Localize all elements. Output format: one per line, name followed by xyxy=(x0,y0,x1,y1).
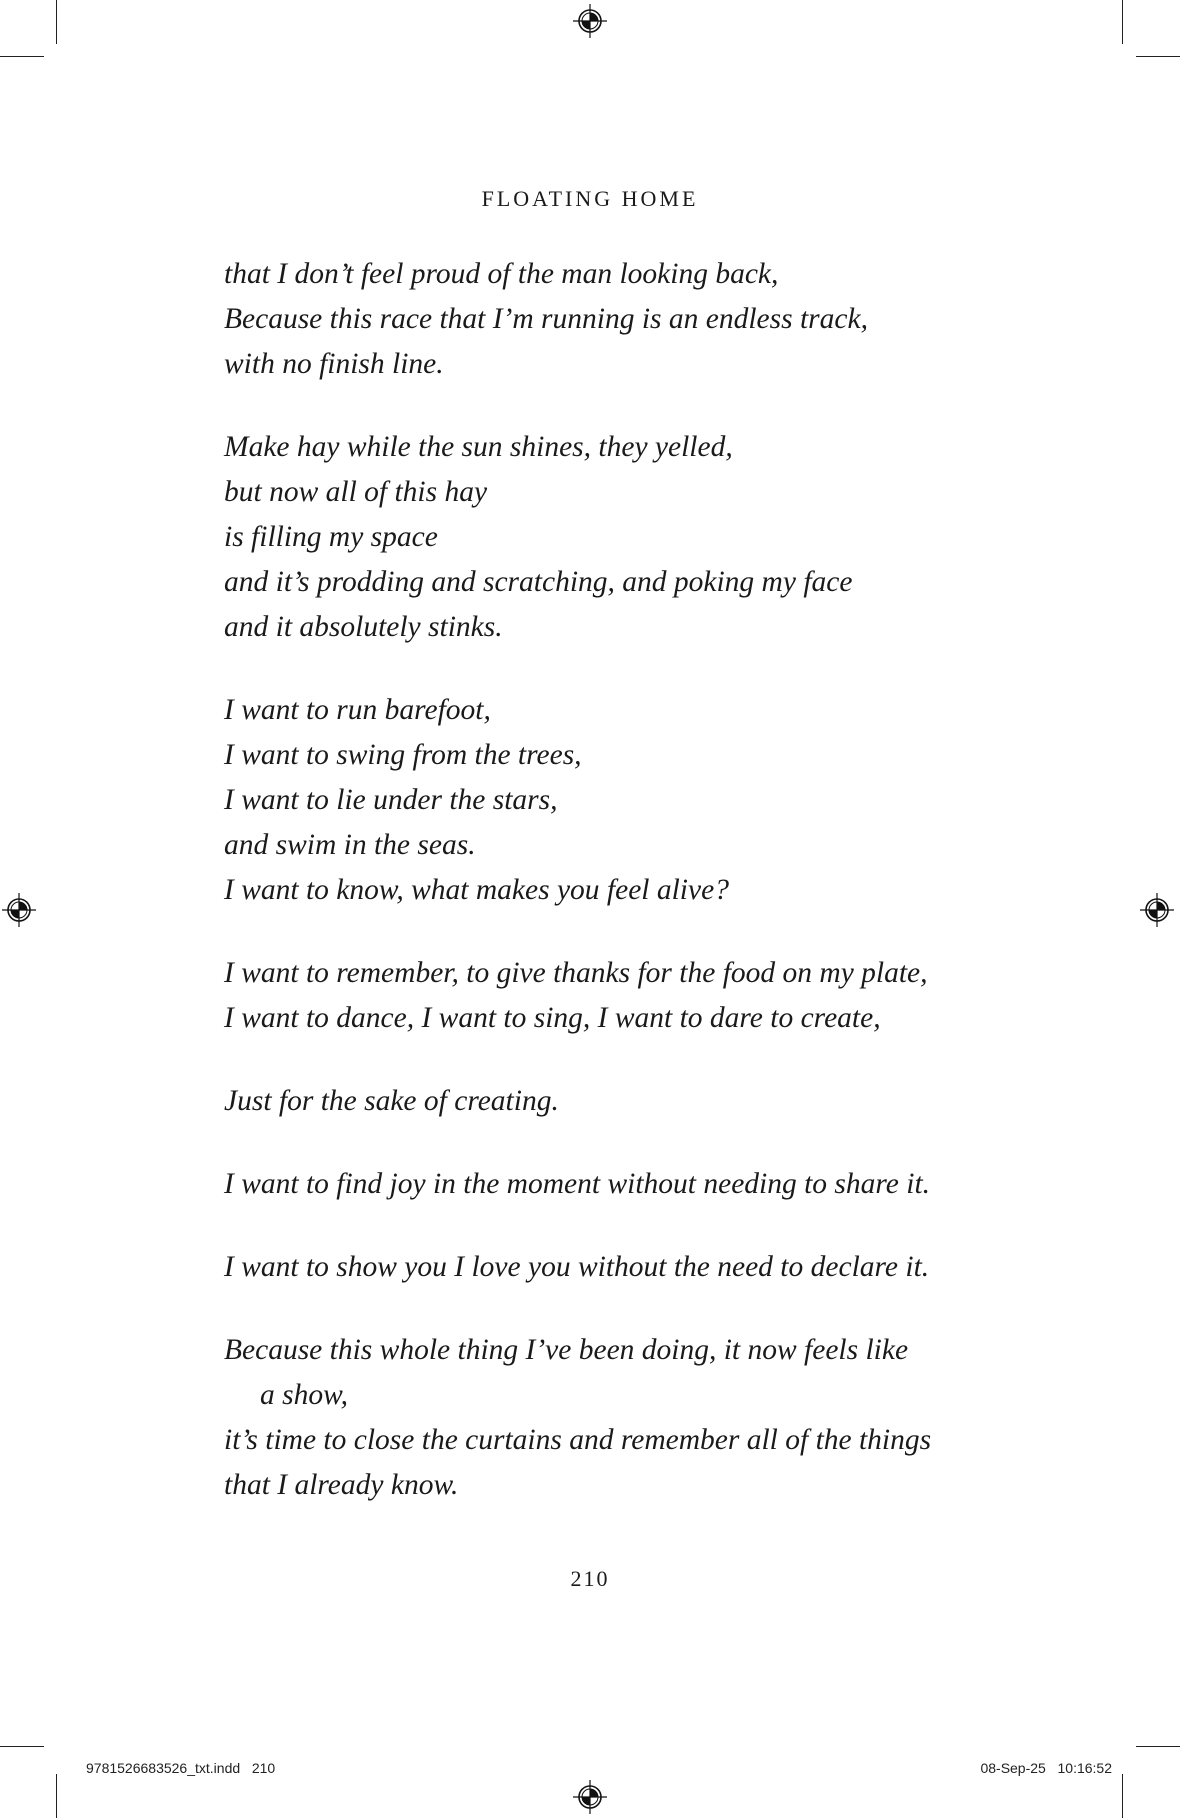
crop-mark-top-left xyxy=(56,0,57,44)
poem-line: that I don’t feel proud of the man looking back, xyxy=(224,258,779,290)
poem-stanza xyxy=(224,951,984,1041)
poem-line: but now all of this hay xyxy=(224,476,488,508)
poem-line: I want to find joy in the moment without needing to share it. xyxy=(224,1168,931,1200)
poem-line: I want to show you I love you without the need to declare it. xyxy=(224,1251,930,1283)
poem-line: I want to swing from the trees, xyxy=(224,739,582,771)
poem-stanza xyxy=(224,688,984,913)
poem-line: a show, xyxy=(260,1379,348,1411)
poem-line: Just for the sake of creating. xyxy=(224,1085,559,1117)
crop-mark-top-left-h xyxy=(0,56,44,57)
crop-mark-top-right xyxy=(1122,0,1123,44)
poem-line: I want to know, what makes you feel alive? xyxy=(224,874,729,906)
poem-line: I want to dance, I want to sing, I want to dare to create, xyxy=(224,1002,881,1034)
poem-stanza xyxy=(224,1328,984,1508)
crop-mark-bottom-right-h xyxy=(1136,1746,1180,1747)
poem-stanza xyxy=(224,252,984,387)
poem-stanza xyxy=(224,425,984,650)
slug-file-info: 9781526683526_txt.indd 210 xyxy=(86,1760,276,1776)
crop-mark-bottom-right xyxy=(1122,1774,1123,1818)
poem-stanza xyxy=(224,1162,984,1207)
poem-line: Because this race that I’m running is an endless track, xyxy=(224,303,868,335)
poem-line: and it’s prodding and scratching, and poking my face xyxy=(224,566,853,598)
poem-stanza xyxy=(224,1245,984,1290)
poem-line: Because this whole thing I’ve been doing, it now feels like xyxy=(224,1334,909,1366)
registration-mark-right-icon xyxy=(1140,893,1174,927)
poem-line: Make hay while the sun shines, they yelled, xyxy=(224,431,733,463)
registration-mark-top-icon xyxy=(573,4,607,38)
poem-body xyxy=(224,252,984,1546)
poem-line: it’s time to close the curtains and remember all of the things xyxy=(224,1424,932,1456)
poem-line: that I already know. xyxy=(224,1469,459,1501)
poem-line: I want to run barefoot, xyxy=(224,694,491,726)
page-number: 210 xyxy=(570,1566,610,1591)
registration-mark-bottom-icon xyxy=(573,1780,607,1814)
poem-line: and it absolutely stinks. xyxy=(224,611,503,643)
slug-date-time: 08-Sep-25 10:16:52 xyxy=(980,1760,1112,1776)
poem-line: and swim in the seas. xyxy=(224,829,476,861)
poem-line: with no finish line. xyxy=(224,348,444,380)
crop-mark-top-right-h xyxy=(1136,56,1180,57)
running-head: FLOATING HOME xyxy=(481,186,699,211)
crop-mark-bottom-left-h xyxy=(0,1746,44,1747)
crop-mark-bottom-left xyxy=(56,1774,57,1818)
poem-line: is filling my space xyxy=(224,521,438,553)
poem-stanza xyxy=(224,1079,984,1124)
poem-line: I want to remember, to give thanks for the food on my plate, xyxy=(224,957,928,989)
poem-line: I want to lie under the stars, xyxy=(224,784,558,816)
registration-mark-left-icon xyxy=(2,893,36,927)
